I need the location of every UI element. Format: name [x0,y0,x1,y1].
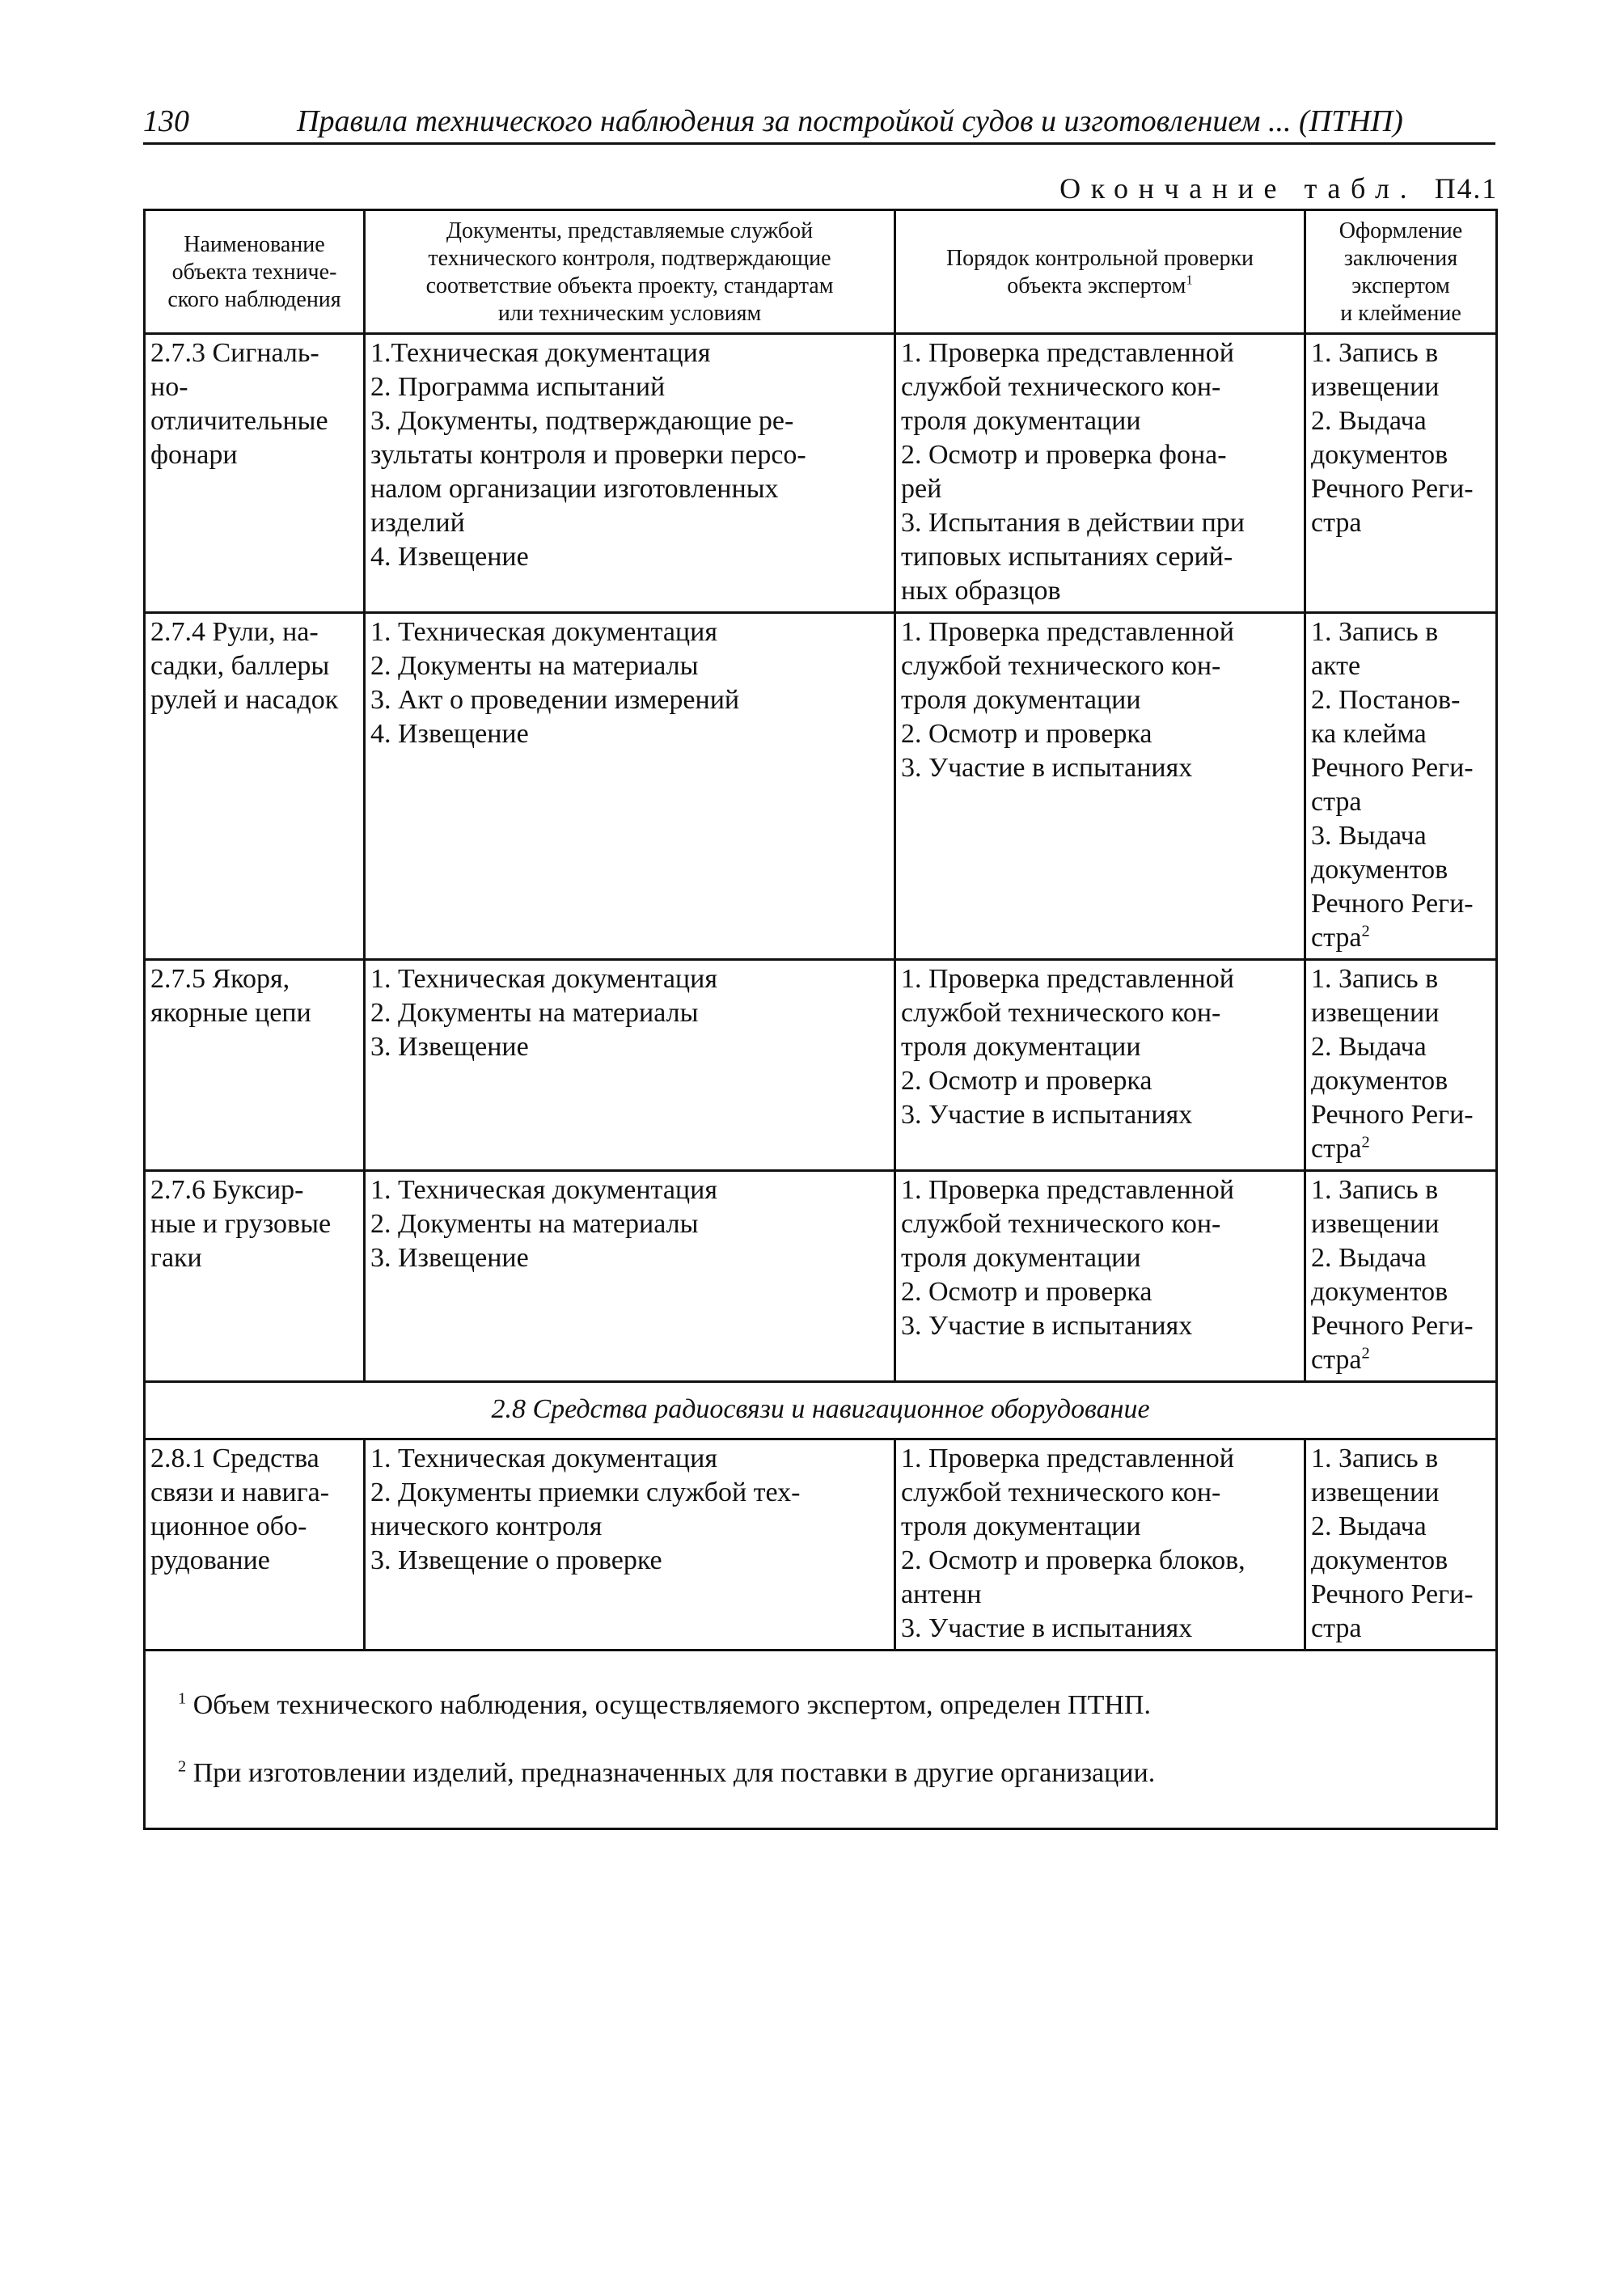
table-row [145,1171,1497,1382]
footnote-1 [178,1689,1491,1722]
cell-procedure: 1. Проверка представленной службой технического кон- троля документации 2. Осмотр и проверка 3. Участие в испытаниях [895,613,1305,960]
footnote-mark: 1 [178,1689,187,1708]
inspection-table [143,209,1498,1830]
footnote-mark: 2 [178,1757,187,1776]
table-row [145,334,1497,613]
section-title: 2.8 Средства радиосвязи и навигационное оборудование [145,1382,1497,1439]
cell-conclusion [1305,1171,1497,1382]
conclusion-footnote-mark: 2 [1361,922,1370,940]
header-object: Наименование объекта техниче- ского наблюдения [145,210,365,334]
cell-documents: 1. Техническая документация 2. Документы на материалы 3. Извещение [365,1171,895,1382]
table-header-row [145,210,1497,334]
header-procedure [895,210,1305,334]
running-title: Правила технического наблюдения за постройкой судов и изготовлением ... (ПТНП) [297,104,1403,138]
header-conclusion: Оформление заключения экспертом и клеймение [1305,210,1497,334]
cell-conclusion [1305,613,1497,960]
table-caption [1059,171,1498,205]
page-number: 130 [143,104,189,138]
cell-documents: 1. Техническая документация 2. Документы приемки службой тех- нического контроля 3. Извещение о проверке [365,1439,895,1651]
header-procedure-text: Порядок контрольной проверки объекта экспертом [945,246,1254,298]
header-documents: Документы, представляемые службой технического контроля, подтверждающие соответствие объекта проекту, стандартам или техническим условиям [365,210,895,334]
cell-procedure: 1. Проверка представленной службой технического кон- троля документации 2. Осмотр и проверка блоков, антенн 3. Участие в испытаниях [895,1439,1305,1651]
cell-conclusion [1305,1439,1497,1651]
conclusion-footnote-mark: 2 [1361,1133,1370,1152]
footnotes-row [145,1651,1497,1829]
footnote-2 [178,1756,1491,1790]
section-heading-row [145,1382,1497,1439]
cell-documents: 1. Техническая документация 2. Документы на материалы 3. Извещение [365,960,895,1171]
cell-documents: 1.Техническая документация 2. Программа испытаний 3. Документы, подтверждающие ре- зультаты контроля и проверки персо- налом организации изготовленных изделий 4. Извещение [365,334,895,613]
table-row [145,1439,1497,1651]
cell-conclusion [1305,334,1497,613]
footnote-text: Объем технического наблюдения, осуществляемого экспертом, определен ПТНП. [186,1690,1151,1720]
cell-conclusion-text: 1. Запись в извещении 2. Выдача документов Речного Реги- стра [1311,1443,1474,1643]
cell-conclusion-text: 1. Запись в извещении 2. Выдача документов Речного Реги- стра [1311,964,1474,1164]
cell-conclusion-text: 1. Запись в извещении 2. Выдача документов Речного Реги- стра [1311,1175,1474,1375]
table-row [145,613,1497,960]
cell-procedure: 1. Проверка представленной службой технического кон- троля документации 2. Осмотр и проверка 3. Участие в испытаниях [895,960,1305,1171]
cell-object: 2.7.5 Якоря, якорные цепи [145,960,365,1171]
cell-conclusion-text: 1. Запись в извещении 2. Выдача документов Речного Реги- стра [1311,338,1474,538]
table-row [145,960,1497,1171]
cell-documents: 1. Техническая документация 2. Документы на материалы 3. Акт о проведении измерений 4. Извещение [365,613,895,960]
cell-object: 2.7.3 Сигналь- но- отличительные фонари [145,334,365,613]
caption-table-id: П4.1 [1434,172,1498,205]
conclusion-footnote-mark: 2 [1361,1344,1370,1363]
header-procedure-footnote-mark: 1 [1186,272,1193,288]
cell-procedure: 1. Проверка представленной службой технического кон- троля документации 2. Осмотр и проверка фона- рей 3. Испытания в действии при типовых испытаниях серий- ных образцов [895,334,1305,613]
footnotes [145,1651,1497,1829]
cell-object: 2.7.6 Буксир- ные и грузовые гаки [145,1171,365,1382]
footnote-text: При изготовлении изделий, предназначенных для поставки в другие организации. [186,1758,1156,1788]
cell-conclusion-text: 1. Запись в акте 2. Постанов- ка клейма Речного Реги- стра 3. Выдача документов Речного Реги- стра [1311,617,1474,953]
cell-conclusion [1305,960,1497,1171]
caption-label: Окончание табл. [1059,172,1418,205]
cell-procedure: 1. Проверка представленной службой технического кон- троля документации 2. Осмотр и проверка 3. Участие в испытаниях [895,1171,1305,1382]
cell-object: 2.8.1 Средства связи и навига- ционное обо- рудование [145,1439,365,1651]
cell-object: 2.7.4 Рули, на- садки, баллеры рулей и насадок [145,613,365,960]
running-head [143,104,1495,145]
